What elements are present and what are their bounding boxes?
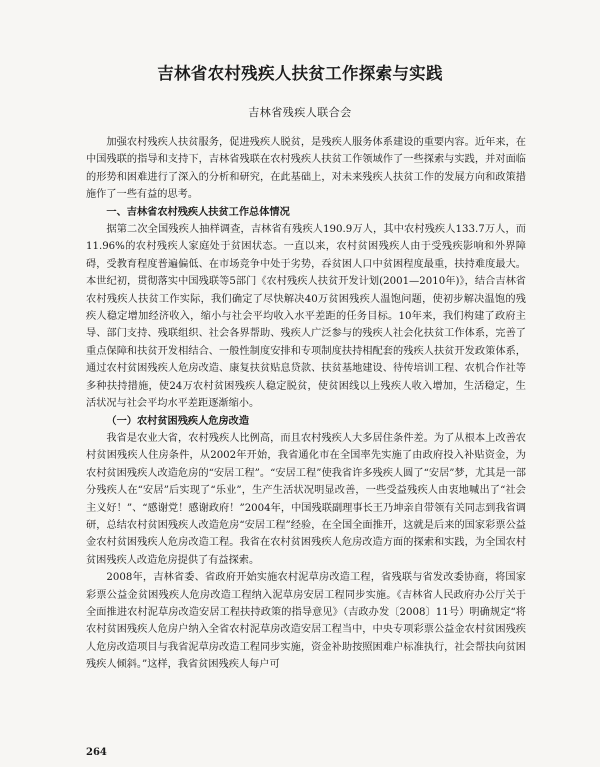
article-body	[86, 134, 526, 674]
section-heading: 一、吉林省农村残疾人扶贫工作总体情况	[106, 205, 290, 218]
body-paragraph: 2008年，吉林省委、省政府开始实施农村泥草房改造工程，省残联与省发改委协商，将国家彩票公益金贫困残疾人危房改造工程纳入泥草房安居工程同步实施。《吉林省人民政府办公厅关于全面推进农村泥草房改造安居工程扶持政策的指导意见》（吉政办发〔2008〕11号）明确规定“将农村贫困残疾人危房户纳入全省农村泥草房改造安居工程当中，中央专项彩票公益金农村贫困残疾人危房改造项目与我省泥草房改造工程同步实施，资金补助按照困难户标准执行，社会帮扶向贫困残疾人倾斜。”这样，我省贫困残疾人每户可	[86, 572, 526, 671]
article-title: 吉林省农村残疾人扶贫工作探索与实践	[157, 64, 443, 83]
article-author: 吉林省残疾人联合会	[248, 106, 352, 119]
section-heading: （一）农村贫困残疾人危房改造	[106, 414, 250, 427]
body-paragraph: 我省是农业大省，农村残疾人比例高，而且农村残疾人大多居住条件差。为了从根本上改善农村贫困残疾人住房条件，从2002年开始，我省通化市在全国率先实施了由政府投入补贴资金，为农村贫困残疾人改造危房的“安居工程”。“安居工程”使我省许多残疾人圆了“安居”梦，尤其是一部分残疾人在“安居”后实现了“乐业”，生产生活状况明显改善，一些受益残疾人由衷地喊出了“社会主义好！”、“感谢党！感谢政府！”2004年，中国残联副理事长王乃坤亲自带领有关同志到我省调研，总结农村贫困残疾人改造危房“安居工程”经验，在全国全面推开，这就是后来的国家彩票公益金农村贫困残疾人危房改造工程。我省在农村贫困残疾人危房改造方面的探索和实践，为全国农村贫困残疾人改造危房提供了有益探索。	[86, 432, 526, 566]
page-number: 264	[86, 747, 107, 758]
body-paragraph: 据第二次全国残疾人抽样调查，吉林省有残疾人190.9万人，其中农村残疾人133.7万人，而11.96%的农村残疾人家庭处于贫困状态。一直以来，农村贫困残疾人由于受残疾影响和外界障碍，受教育程度普遍偏低、在市场竞争中处于劣势，吞贫困人口中贫困程度最重，扶持难度最大。本世纪初，贯彻落实中国残联等5部门《农村残疾人扶贫开发计划(2001—2010年)》，结合吉林省农村残疾人扶贫工作实际，我们确定了尽快解决40万贫困残疾人温饱问题，使初步解决温饱的残疾人稳定增加经济收入，缩小与社会平均收入水平差距的任务目标。10年来，我们构建了政府主导、部门支持、残联组织、社会各界帮助、残疾人广泛参与的残疾人社会化扶贫工作体系，完善了重点保障和扶贫开发相结合、一般性制度安排和专项制度扶持相配套的残疾人扶贫开发政策体系，通过农村贫困残疾人危房改造、康复扶贫贴息贷款、扶贫基地建设、待传培训工程、农机合作社等多种扶持措施，使24万农村贫困残疾人稳定脱贫，使贫困线以上残疾人收入增加，生活稳定，生活状况与社会平均水平差距逐渐缩小。	[86, 224, 526, 410]
body-paragraph: 加强农村残疾人扶贫服务，促进残疾人脱贫，是残疾人服务体系建设的重要内容。近年来，在中国残联的指导和支持下，吉林省残联在农村残疾人扶贫工作领域作了一些探索与实践，并对面临的形势和困难进行了深入的分析和研究，在此基础上，对未来残疾人扶贫工作的发展方向和政策措施作了一些有益的思考。	[86, 137, 526, 201]
